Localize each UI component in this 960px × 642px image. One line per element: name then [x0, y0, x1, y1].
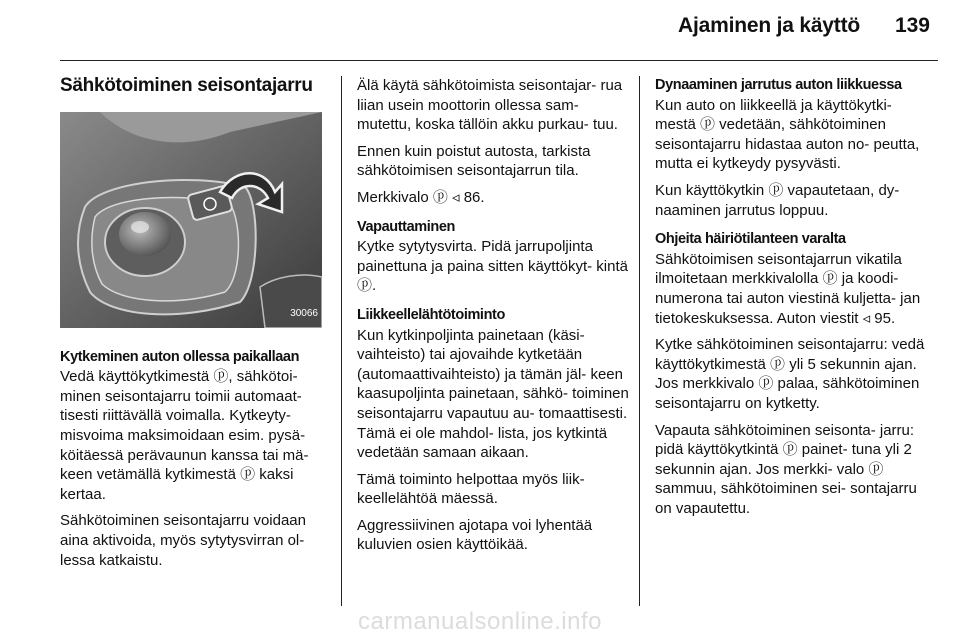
section-title: Sähkötoiminen seisontajarru [60, 75, 313, 96]
subheading-release: Vapauttaminen [357, 218, 455, 235]
paragraph: Kytke sähkötoiminen seisontajarru: vedä käyttökytkimestä ⓟ yli 5 sekunnin ajan. Jos merkkivalo ⓟ palaa, sähkötoiminen seisontajarru on kytketty. [655, 336, 925, 412]
header-divider [60, 60, 938, 61]
page-number: 139 [894, 14, 930, 37]
paragraph: Älä käytä sähkötoimista seisontajar- rua liian usein moottorin ollessa sam- mutettu, koska tällöin akku purkau- tuu. [357, 77, 623, 134]
column-divider [639, 76, 640, 606]
switch-photo-icon [60, 112, 322, 328]
paragraph: Ennen kuin poistut autosta, tarkista sähkötoimisen seisontajarrun tila. [357, 142, 591, 180]
figure-code: 30066 [290, 308, 318, 319]
watermark: carmanualsonline.info [358, 608, 602, 635]
column-2 [357, 76, 631, 562]
parking-brake-switch-illustration [60, 112, 322, 328]
subheading-stationary: Kytkeminen auton ollessa paikallaan [60, 348, 300, 365]
paragraph: Aggressiivinen ajotapa voi lyhentää kuluvien osien käyttöikää. [357, 516, 593, 554]
page-header [0, 0, 960, 48]
subheading-drive-away: Liikkeellelähtötoiminto [357, 306, 505, 323]
column-1 [60, 76, 328, 577]
column-3 [655, 76, 931, 525]
subheading-dynamic-braking: Dynaaminen jarrutus auton liikkuessa [655, 77, 902, 93]
paragraph: Sähkötoiminen seisontajarru voidaan aina aktivoida, myös sytytysvirran ol- lessa katkaistu. [60, 512, 306, 569]
paragraph: Vapauta sähkötoiminen seisonta- jarru: pidä käyttökytkintä ⓟ painet- tuna yli 2 sekunnin ajan. Jos merkki- valo ⓟ sammuu, sähkötoiminen sei- sontajarru on vapautettu. [655, 421, 917, 517]
subheading-fault: Ohjeita häiriötilanteen varalta [655, 231, 846, 248]
paragraph: Kun käyttökytkin ⓟ vapautetaan, dy- naaminen jarrutus loppuu. [655, 181, 900, 219]
paragraph: Sähkötoimisen seisontajarrun vikatila ilmoitetaan merkkivalolla ⓟ ja koodi- numerona tai auton viestinä kuljetta- jan tietokeskuksessa. Auton viestit ◃ 95. [655, 250, 921, 327]
paragraph: Merkkivalo ⓟ ◃ 86. [357, 188, 485, 206]
paragraph: Tämä toiminto helpottaa myös liik- keellelähtöä mäessä. [357, 470, 585, 508]
paragraph: Vedä käyttökytkimestä ⓟ, sähkötoi- minen seisontajarru toimii automaat- tisesti riittävällä voimalla. Kytkeyty- misvoima maksimoidaan esim. pysä- köitäessä perävaunun kanssa tai mä- keen vetämällä kytkimestä ⓟ kaksi kertaa. [60, 368, 309, 503]
paragraph: Kun auto on liikkeellä ja käyttökytki- mestä ⓟ vedetään, sähkötoiminen seisontajarru hidastaa auton no- peutta, mutta ei kytkeydy pysyvästi. [655, 96, 920, 173]
paragraph: Kytke sytytysvirta. Pidä jarrupoljinta painettuna ja paina sitten käyttökyt- kintä ⓟ. [357, 238, 628, 295]
paragraph: Kun kytkinpoljinta painetaan (käsi- vaihteisto) tai ajovaihde kytketään (automaattivaihteisto) ja tämän jäl- keen kaasupoljinta painetaan, sähkö- toiminen seisontajarru vapautuu au- tomaattisesti. Tämä ei ole mahdol- lista, jos kytkintä vedetään samaan aikaan. [357, 326, 629, 462]
chapter-title: Ajaminen ja käyttö [678, 14, 860, 37]
column-divider [341, 76, 342, 606]
